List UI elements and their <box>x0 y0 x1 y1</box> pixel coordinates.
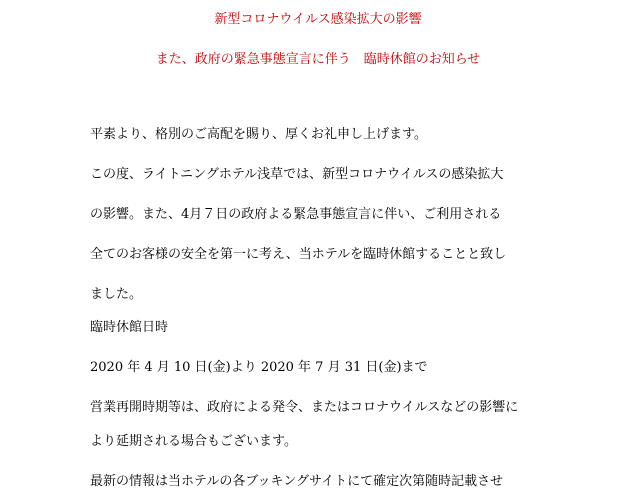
body-line-announcement-1: この度、ライトニングホテル浅草では、新型コロナウイルスの感染拡大 <box>90 167 504 182</box>
body-line-announcement-3: 全てのお客様の安全を第一に考え、当ホテルを臨時休館することと致し <box>90 247 507 262</box>
closure-period-dates: 2020 年 4 月 10 日(金)より 2020 年 7 月 31 日(金)まで <box>90 360 428 375</box>
closure-period-heading: 臨時休館日時 <box>90 320 169 335</box>
body-line-reopening-1: 営業再開時期等は、政府による発令、またはコロナウイルスなどの影響に <box>90 400 519 415</box>
body-line-announcement-2: の影響。また、4月７日の政府よる緊急事態宣言に伴い、ご利用される <box>90 207 502 222</box>
body-line-latest-info: 最新の情報は当ホテルの各ブッキングサイトにて確定次第随時記載させ <box>90 474 504 489</box>
body-line-greeting: 平素より、格別のご高配を賜り、厚くお礼申し上げます。 <box>90 127 427 142</box>
body-line-reopening-2: より延期される場合もございます。 <box>90 434 297 449</box>
body-line-announcement-4: ました。 <box>90 287 143 302</box>
notice-headline-secondary: また、政府の緊急事態宣言に伴う 臨時休館のお知らせ <box>155 52 481 67</box>
notice-headline-primary: 新型コロナウイルス感染拡大の影響 <box>214 12 422 27</box>
